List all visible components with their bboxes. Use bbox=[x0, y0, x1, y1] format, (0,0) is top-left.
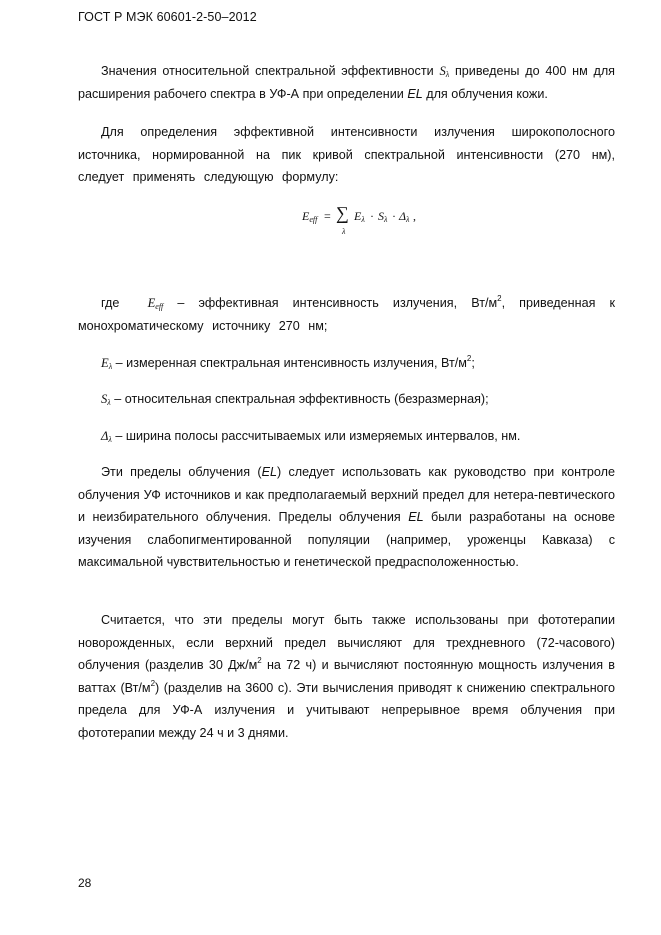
formula-term-e: $E_\lambda$ bbox=[354, 209, 365, 224]
symbol-delta-lambda: $\Delta_\lambda$ bbox=[101, 429, 112, 444]
paragraph-exposure-limits: Эти пределы облучения (EL) следует использовать как руководство при контроле облучения УФ источников и как предполагаемый верхний предел для нетера-певтического и неизбирательного облучения. Пределы облучения EL были разработаны на основе изучения слабопигментированной популяции (например, уроженцы Кавказа) с максимальной чувствительностью и генетической предрасположенностью. bbox=[78, 465, 615, 569]
symbol-e-eff: $E_{eff}$ bbox=[147, 296, 164, 311]
definition-delta-lambda: $\Delta_\lambda$ – ширина полосы рассчитываемых или измеряемых интервалов, нм. bbox=[101, 429, 521, 444]
definition-e-eff: где $E_{eff}$ – эффективная интенсивность излучения, $Вт/м^2$, приведенная к монохроматическому источнику 270 нм; bbox=[78, 294, 615, 333]
formula-term-delta: $\Delta_\lambda$ bbox=[399, 209, 410, 224]
document-header: ГОСТ Р МЭК 60601-2-50–2012 bbox=[78, 10, 257, 24]
symbol-s-lambda: $S_\lambda$ bbox=[439, 64, 450, 79]
effective-irradiance-formula: $E_{eff}$ = ∑ λ $E_\lambda$ · $S_\lambda$ · $\Delta_\lambda$ , bbox=[302, 203, 416, 236]
paragraph-formula-intro: Для определения эффективной интенсивности излучения широкополосного источника, нормированной на пик кривой спектральной интенсивности (270 нм), следует применять следующую формулу: bbox=[78, 125, 615, 184]
paragraph-spectral-efficiency: Значения относительной спектральной эффективности $S_\lambda$ приведены до 400 нм для расширения рабочего спектра в УФ-А при определении EL для облучения кожи. bbox=[78, 64, 616, 101]
symbol-e-lambda: $E_\lambda$ bbox=[101, 356, 113, 371]
page-number: 28 bbox=[78, 876, 92, 890]
symbol-s-lambda-def: $S_\lambda$ bbox=[101, 392, 111, 407]
symbol-el: EL bbox=[261, 465, 277, 479]
symbol-el: EL bbox=[407, 86, 423, 101]
summation-sign: ∑ bbox=[336, 203, 349, 223]
formula-term-s: $S_\lambda$ bbox=[378, 209, 388, 224]
formula-lhs: $E_{eff}$ bbox=[302, 209, 318, 224]
paragraph-phototherapy: Считается, что эти пределы могут быть также использованы при фототерапии новорожденных, если верхний предел вычисляют для трехдневного (72-часового) облучения (разделив 30 $Дж/м^2$ на 72 ч) и вычисляют постоянную мощность излучения в ваттах $(Вт/м^2)$ (разделив на 3600 с). Эти вычисления приводят к снижению спектрального предела для УФ-А излучения и учитывают непрерывное время облучения при фототерапии между 24 ч и 3 днями. bbox=[78, 613, 615, 740]
symbol-el: EL bbox=[408, 510, 424, 524]
definition-s-lambda: $S_\lambda$ – относительная спектральная эффективность (безразмерная); bbox=[101, 392, 489, 407]
definition-e-lambda: $E_\lambda$ – измеренная спектральная интенсивность излучения, $Вт/м^2$; bbox=[101, 354, 475, 371]
